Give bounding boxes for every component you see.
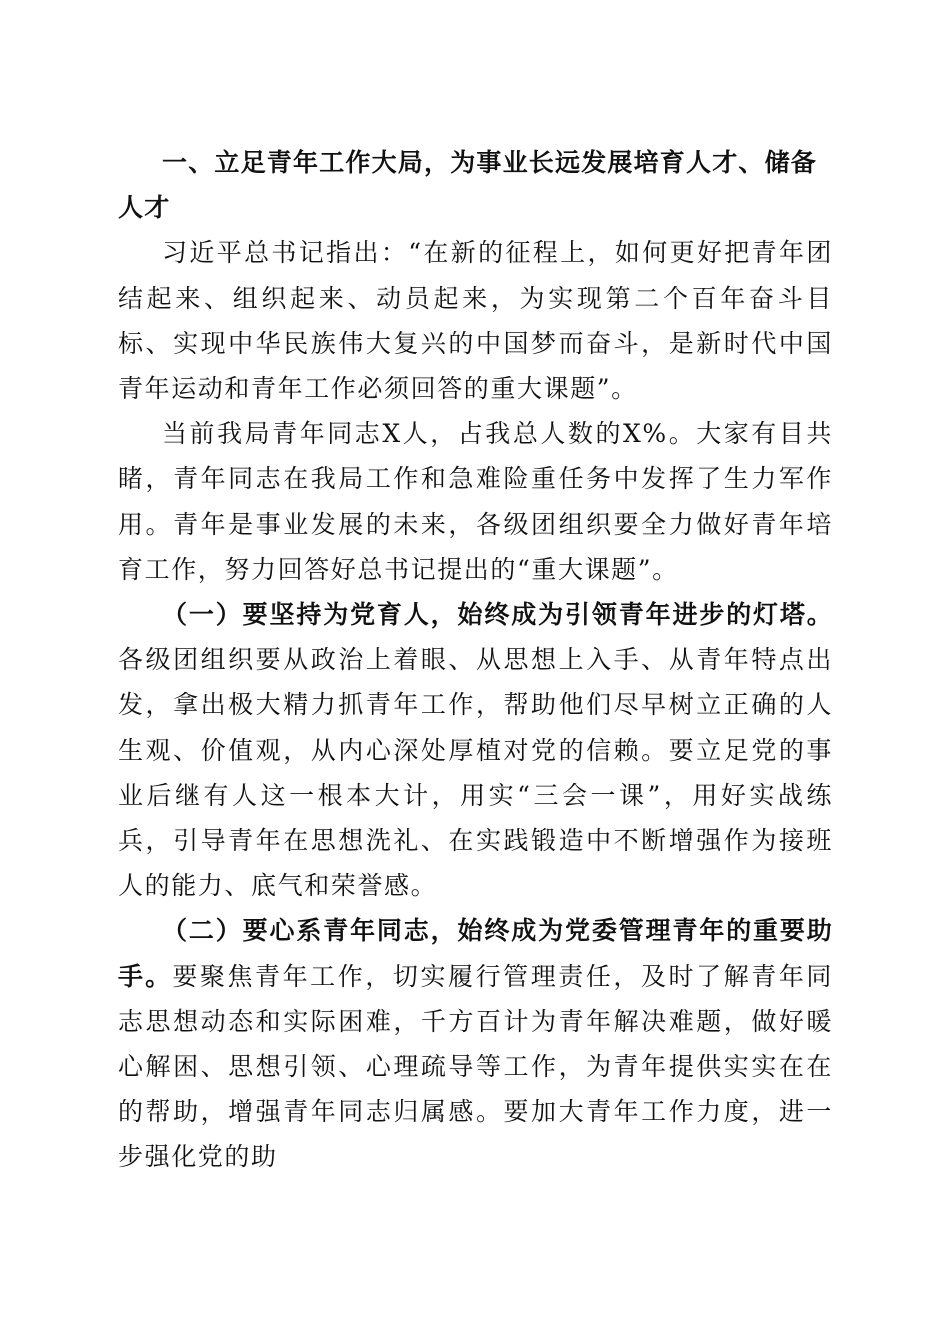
paragraph-3 [118, 592, 833, 908]
document-body [118, 140, 833, 1180]
paragraph-1 [118, 230, 833, 411]
paragraph-lead: （一）要坚持为党育人，始终成为引领青年进步的灯塔。 [162, 600, 833, 630]
paragraph-text: 要聚焦青年工作，切实履行管理责任，及时了解青年同志思想动态和实际困难，千方百计为青年解决难题，做好暖心解困、思想引领、心理疏导等工作，为青年提供实实在在的帮助，增强青年同志归属感。要加大青年工作力度，进一步强化党的助 [118, 961, 833, 1172]
paragraph-lead: （二）要心系青年同志，始终成为党委管理青年的重要助手。 [118, 916, 833, 991]
paragraph-2 [118, 411, 833, 592]
section-heading: 一、立足青年工作大局，为事业长远发展培育人才、储备人才 [118, 148, 818, 223]
paragraph-text: 各级团组织要从政治上着眼、从思想上入手、从青年特点出发，拿出极大精力抓青年工作，帮助他们尽早树立正确的人生观、价值观，从内心深处厚植对党的信赖。要立足党的事业后继有人这一根本大计，用实“三会一课”，用好实战练兵，引导青年在思想洗礼、在实践锻造中不断增强作为接班人的能力、底气和荣誉感。 [118, 645, 833, 901]
paragraph-4 [118, 908, 833, 1179]
paragraph-text: 习近平总书记指出：“在新的征程上，如何更好把青年团结起来、组织起来、动员起来，为实现第二个百年奋斗目标、实现中华民族伟大复兴的中国梦而奋斗，是新时代中国青年运动和青年工作必须回答的重大课题”。 [118, 238, 833, 404]
paragraph-text: 当前我局青年同志X人，占我总人数的X%。大家有目共睹，青年同志在我局工作和急难险重任务中发挥了生力军作用。青年是事业发展的未来，各级团组织要全力做好青年培育工作，努力回答好总书记提出的“重大课题”。 [118, 419, 833, 584]
